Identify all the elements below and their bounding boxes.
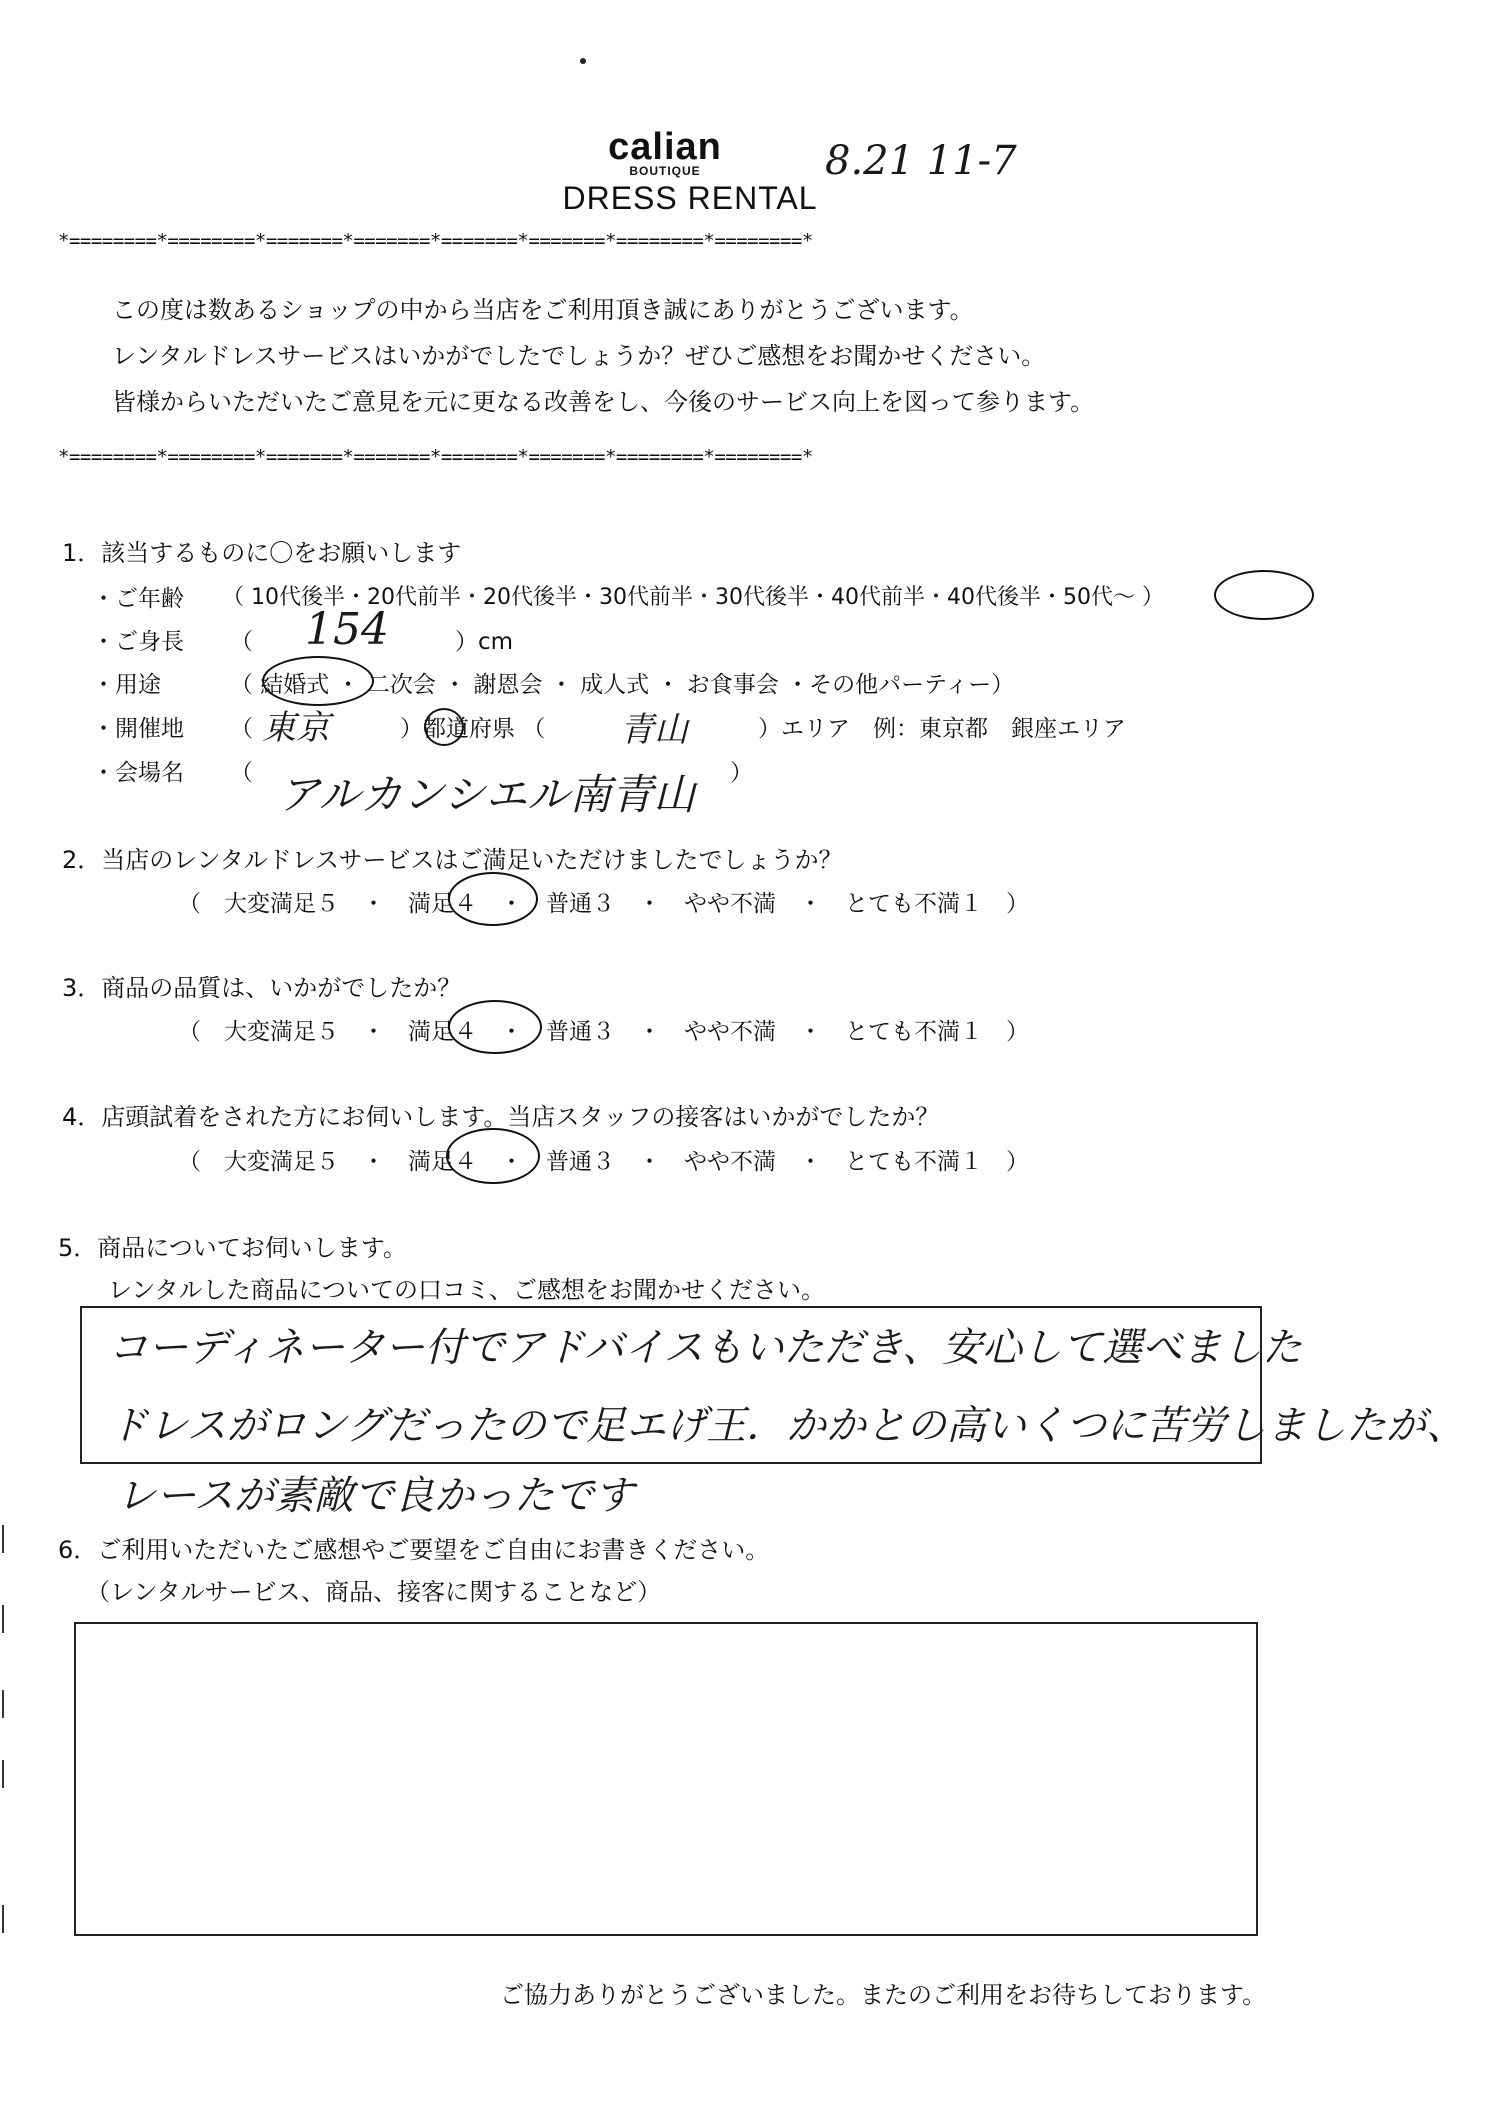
footer-thanks: ご協力ありがとうございました。またのご利用をお待ちしております。	[500, 1981, 1267, 2009]
q1-location-mid: ）都道府県 （	[400, 716, 546, 742]
brand-logo-sub: BOUTIQUE	[629, 164, 701, 178]
brand-logo-title: DRESS RENTAL	[562, 180, 818, 216]
margin-mark	[2, 1760, 4, 1788]
q6-title: 6．ご利用いただいたご感想やご要望をご自由にお書きください。	[58, 1536, 770, 1564]
q1-location-open: （	[230, 716, 253, 742]
q1-venue-label: ・会場名	[92, 760, 184, 786]
q1-age-options: （ 10代後半・20代前半・20代後半・30代前半・30代後半・40代前半・40代後半・50代〜 ）	[222, 585, 1164, 610]
q5-subtitle: レンタルした商品についての口コミ、ご感想をお聞かせください。	[108, 1276, 825, 1304]
brand-logo-name: calian	[608, 126, 722, 168]
q6-answer-box	[74, 1622, 1258, 1936]
q4-selection-circle	[446, 1128, 540, 1184]
margin-mark	[2, 1905, 4, 1933]
q1-age-selection-circle	[1214, 570, 1314, 620]
q4-title: 4．店頭試着をされた方にお伺いします。当店スタッフの接客はいかがでしたか？	[62, 1103, 940, 1131]
q1-age-label: ・ご年齢	[92, 586, 184, 612]
intro-line-2: レンタルドレスサービスはいかがでしたでしょうか？ぜひご感想をお聞かせください。	[112, 342, 1046, 370]
q1-height-open: （	[230, 629, 253, 655]
q3-choices: （ 大変満足５ ・ 満足４ ・ 普通３ ・ やや不満 ・ とても不満１ ）	[178, 1019, 1029, 1045]
margin-mark	[2, 1690, 4, 1718]
q5-answer-line-3: レースが素敵で良かったです	[116, 1473, 634, 1519]
margin-mark	[2, 1605, 4, 1633]
q1-area-value: 青山	[620, 710, 688, 750]
q1-venue-close: ）	[730, 760, 753, 786]
q3-title: 3．商品の品質は、いかがでしたか？	[62, 974, 462, 1002]
q1-height-label: ・ご身長	[92, 629, 184, 655]
q3-selection-circle	[448, 1000, 542, 1054]
q1-height-close: ）cm	[455, 629, 514, 655]
q1-purpose-label: ・用途	[92, 672, 161, 698]
q1-title: 1．該当するものに〇をお願いします	[62, 539, 462, 567]
divider-bottom: *========*========*=======*=======*=======*=======*========*========*	[58, 446, 813, 468]
intro-line-1: この度は数あるショップの中から当店をご利用頂き誠にありがとうございます。	[112, 296, 974, 324]
q2-title: 2．当店のレンタルドレスサービスはご満足いただけましたでしょうか？	[62, 846, 843, 874]
intro-line-3: 皆様からいただいたご意見を元に更なる改善をし、今後のサービス向上を図って参ります。	[112, 388, 1095, 416]
q1-purpose-options: （ 結婚式 ・ 二次会 ・ 謝恩会 ・ 成人式 ・ お食事会 ・その他パーティー）	[230, 672, 1015, 698]
q1-height-value: 154	[305, 604, 389, 655]
q5-title: 5．商品についてお伺いします。	[58, 1234, 407, 1262]
q1-prefecture-value: 東京	[262, 708, 330, 748]
q1-venue-value: アルカンシエル南青山	[278, 770, 696, 819]
q1-location-label: ・開催地	[92, 716, 184, 742]
q2-selection-circle	[448, 872, 538, 926]
q1-purpose-selection-circle	[262, 656, 374, 706]
q1-location-close: ）エリア 例：東京都 銀座エリア	[758, 716, 1126, 742]
q5-answer-line-2: ドレスがロングだったので足エげ王．かかとの高いくつに苦労しましたが、	[108, 1403, 1466, 1449]
q5-answer-line-1: コーディネーター付でアドバイスもいただき、安心して選べました	[108, 1325, 1302, 1371]
q1-venue-open: （	[230, 760, 253, 786]
q6-subtitle: （レンタルサービス、商品、接客に関することなど）	[86, 1578, 662, 1606]
q4-choices: （ 大変満足５ ・ 満足４ ・ 普通３ ・ やや不満 ・ とても不満１ ）	[178, 1149, 1029, 1175]
scan-dot	[580, 58, 586, 64]
q2-choices: （ 大変満足５ ・ 満足４ ・ 普通３ ・ やや不満 ・ とても不満１ ）	[178, 891, 1029, 917]
divider-top: *========*========*=======*=======*=======*=======*========*========*	[58, 230, 813, 252]
margin-mark	[2, 1525, 4, 1553]
q1-prefecture-circle	[424, 708, 464, 746]
handwritten-header-note: 8.21 11-7	[825, 138, 1017, 184]
